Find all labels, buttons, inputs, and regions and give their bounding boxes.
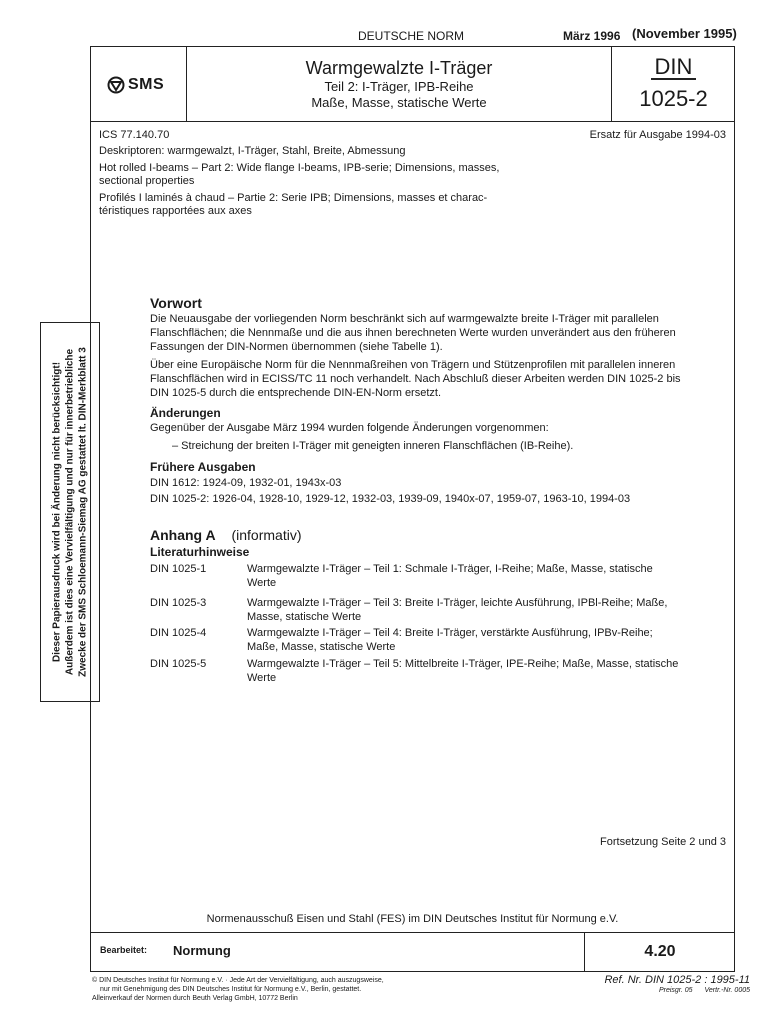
literature-code: DIN 1025-5 [150,658,207,670]
literature-description-line-1: Warmgewalzte I-Träger – Teil 5: Mittelbreite I-Träger, IPE-Reihe; Maße, Masse, statische [247,658,679,670]
anhang-heading-row [150,527,302,543]
document-subtitle-part: Teil 2: I-Träger, IPB-Reihe [324,79,474,94]
literature-description-line-1: Warmgewalzte I-Träger – Teil 1: Schmale I-Träger, I-Reihe; Maße, Masse, statische [247,563,653,575]
logo-text: SMS [128,76,165,93]
literature-description [247,626,717,654]
din-logo: DIN [651,56,697,80]
copy-notice-line-3: Zwecke der SMS Schloemann-Siemag AG gestattet lt. DIN-Merkblatt 3 [77,347,89,677]
vorwort-p2-line-3: DIN 1025-5 durch die entsprechende DIN-EN-Norm ersetzt. [150,387,442,399]
document-header [90,46,735,122]
literature-description-line-2: Werte [247,577,277,589]
vorwort-p1-line-2: Flanschflächen; die Nennmaße und die aus ihnen berechneten Werte wurden unverändert aus den früheren [150,327,676,339]
legal-line-3: Alleinverkauf der Normen durch Beuth Verlag GmbH, 10772 Berlin [92,995,298,1002]
copy-notice-box [40,322,100,702]
legal-line-2: nur mit Genehmigung des DIN Deutsches Institut für Normung e.V., Berlin, gestattet. [100,986,362,993]
vorwort-p2-line-2: Flanschflächen wird in ECISS/TC 11 noch verhandelt. Nach Abschluß dieser Arbeiten werden DIN 1025-2 bis [150,373,681,385]
norm-label: DEUTSCHE NORM [358,29,465,43]
french-title-line-1: Profilés I laminés à chaud – Partie 2: Serie IPB; Dimensions, masses et charac- [99,192,488,204]
literature-code: DIN 1025-1 [150,563,207,575]
reference-block [560,974,750,995]
vorwort-p2-line-1: Über eine Europäische Norm für die Nennmaßreihen von Trägern und Stützenprofilen mit parallelen inneren [150,359,676,371]
literature-description-line-1: Warmgewalzte I-Träger – Teil 3: Breite I-Träger, leichte Ausführung, IPBl-Reihe; Maße, [247,597,668,609]
legal-line-1: © DIN Deutsches Institut für Normung e.V. · Jede Art der Vervielfältigung, auch auszugsweise, [92,977,384,984]
anhang-heading: Anhang A [150,527,216,543]
din-cell [612,46,735,121]
french-title-line-2: téristiques rapportées aux axes [99,205,252,217]
din-number: 1025-2 [639,86,708,111]
literature-description [247,596,717,624]
copy-notice-line-2: Außerdem ist dies eine Vervielfältigung und nur für innerbetriebliche [64,348,76,676]
title-cell [187,46,612,121]
reference-number: Ref. Nr. DIN 1025-2 : 1995-11 [604,974,750,986]
bearbeitet-value: Normung [173,943,231,958]
vorwort-p1-line-3: Fassungen der DIN-Normen übernommen (siehe Tabelle 1). [150,341,443,353]
company-logo [107,76,164,94]
aenderungen-heading: Änderungen [150,406,221,420]
vorwort-heading: Vorwort [150,295,202,311]
literature-code: DIN 1025-4 [150,627,207,639]
english-title-line-1: Hot rolled I-beams – Part 2: Wide flange I-beams, IPB-serie; Dimensions, masses, [99,162,500,174]
price-info [560,986,750,995]
top-line [0,26,768,46]
bearbeitet-cell [90,932,585,971]
literature-description-line-1: Warmgewalzte I-Träger – Teil 4: Breite I-Träger, verstärkte Ausführung, IPBv-Reihe; [247,627,653,639]
replacement-note: Ersatz für Ausgabe 1994-03 [589,129,726,141]
fruehere-ausgaben-line-2: DIN 1025-2: 1926-04, 1928-10, 1929-12, 1932-03, 1939-09, 1940x-07, 1959-07, 1963-10, 1994-03 [150,493,631,505]
english-title-line-2: sectional properties [99,175,195,187]
committee-line: Normenausschuß Eisen und Stahl (FES) im DIN Deutsches Institut für Normung e.V. [206,913,619,925]
legal-notice [92,976,492,1003]
descriptors: Deskriptoren: warmgewalzt, I-Träger, Stahl, Breite, Abmessung [99,145,406,157]
issue-date-draft: (November 1995) [632,26,737,41]
literature-description-line-2: Maße, Masse, statische Werte [247,641,396,653]
preisgruppe: Preisgr. 05 [658,987,693,994]
bearbeitet-label: Bearbeitet: [100,945,148,955]
vertriebsnummer: Vertr.-Nr. 0005 [704,987,750,994]
logo-cell [90,46,187,121]
literature-description [247,562,717,590]
copy-notice-text [51,327,90,697]
footer-row [90,932,735,972]
sms-logo-icon [107,76,125,94]
copy-notice-line-1: Dieser Papierausdruck wird bei Änderung nicht berücksichtigt! [51,361,63,663]
document-subtitle-content: Maße, Masse, statische Werte [311,95,487,110]
vorwort-p1-line-1: Die Neuausgabe der vorliegenden Norm beschränkt sich auf warmgewalzte breite I-Träger mit parallelen [150,313,659,325]
continuation-note: Fortsetzung Seite 2 und 3 [600,836,726,848]
literature-description-line-2: Masse, statische Werte [247,611,362,623]
aenderungen-intro: Gegenüber der Ausgabe März 1994 wurden folgende Änderungen vorgenommen: [150,422,549,434]
fruehere-ausgaben-line-1: DIN 1612: 1924-09, 1932-01, 1943x-03 [150,477,342,489]
issue-date: März 1996 [563,29,621,43]
anhang-informative: (informativ) [231,527,302,543]
price-group-code: 4.20 [644,943,676,960]
aenderungen-item: – Streichung der breiten I-Träger mit geneigten inneren Flanschflächen (IB-Reihe). [172,440,574,452]
literature-code: DIN 1025-3 [150,597,207,609]
document-title: Warmgewalzte I-Träger [305,58,493,78]
ics-code: ICS 77.140.70 [99,129,170,141]
literature-description-line-2: Werte [247,672,277,684]
fruehere-ausgaben-heading: Frühere Ausgaben [150,460,256,474]
literatur-heading: Literaturhinweise [150,545,250,559]
literature-description [247,657,717,685]
